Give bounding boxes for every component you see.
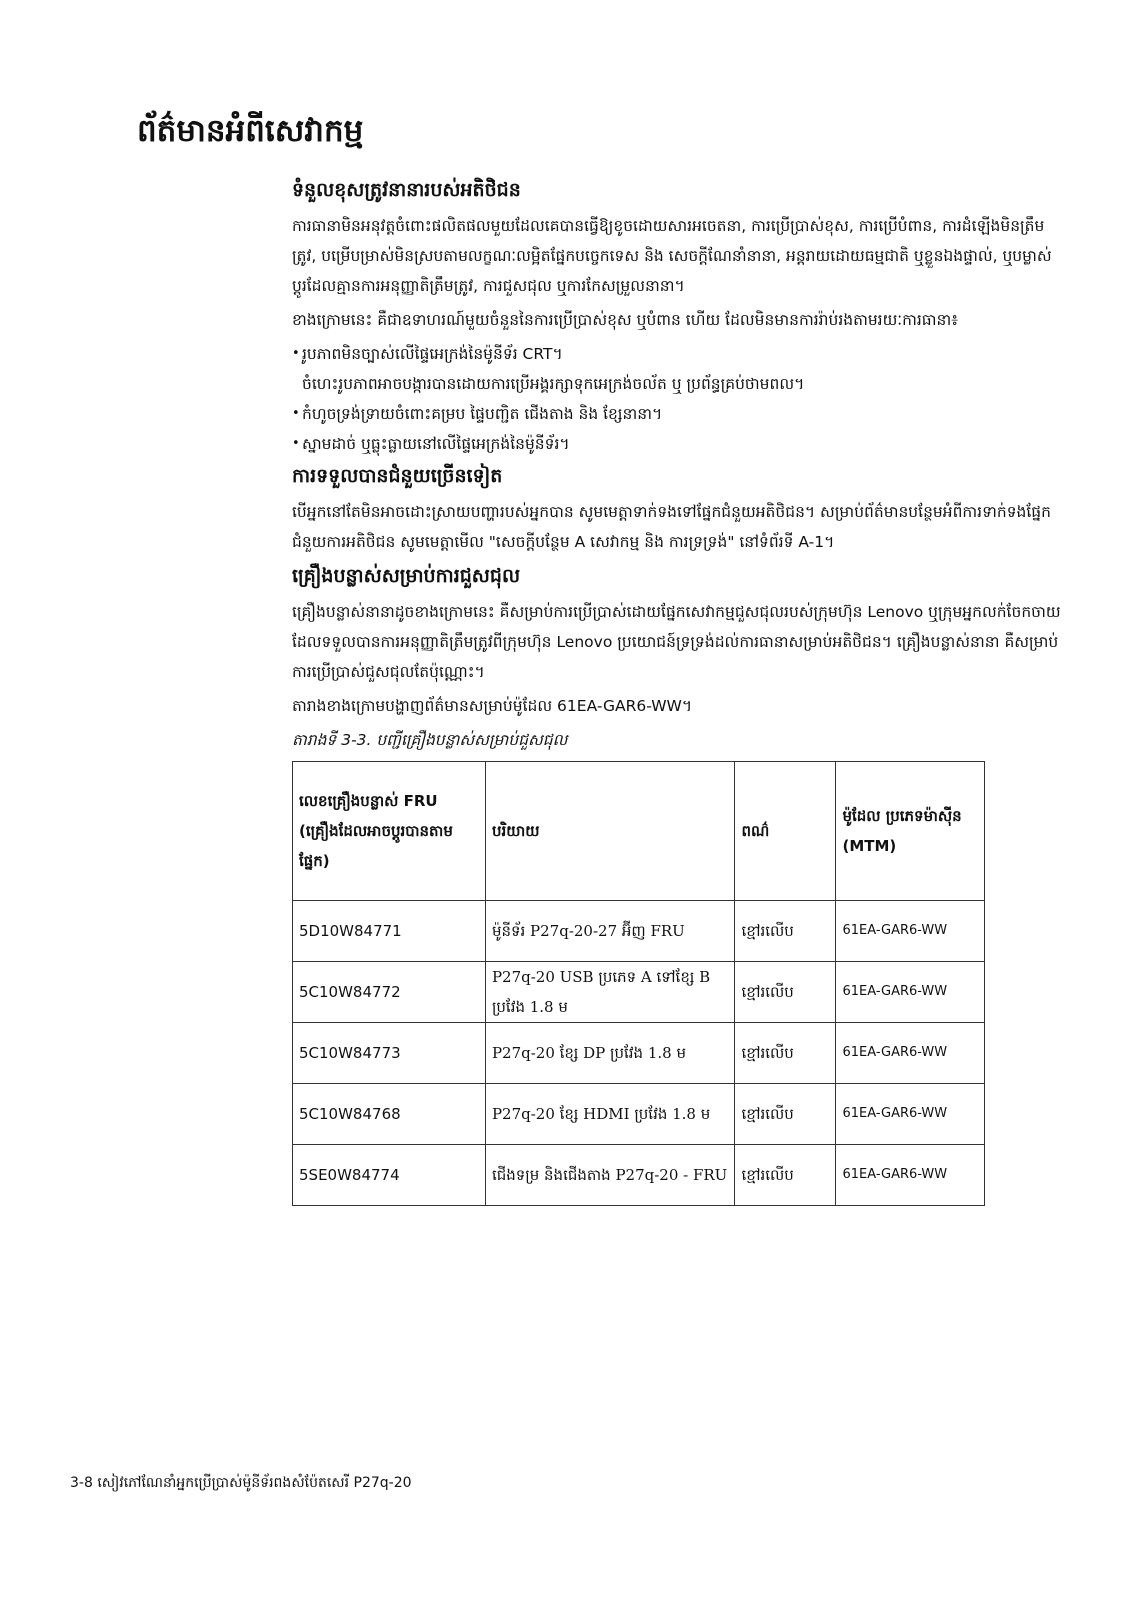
cell-description: P27q-20 ខ្សែ HDMI ប្រវែង 1.8 ម — [485, 1084, 735, 1145]
fru-parts-table — [292, 761, 985, 1206]
cell-description: P27q-20 ខ្សែ DP ប្រវែង 1.8 ម — [485, 1023, 735, 1084]
paragraph-warranty: ការធានាមិនអនុវត្តចំពោះផលិតផលមួយដែលគេបានធ្វើឱ្យខូចដោយសារអចេតនា, ការប្រើប្រាស់ខុស, ការប្រើបំពាន, ការដំឡើងមិនត្រឹមត្រូវ, បម្រើបម្រាស់មិនស្របតាមលក្ខណៈលម្អិតផ្នែកបច្ចេកទេស និង សេចក្តីណែនាំនានា, អន្តរាយដោយធម្មជាតិ ឬខ្លួនឯងផ្ទាល់, ឬបម្លាស់ប្តូរដែលគ្មានការអនុញ្ញាតិត្រឹមត្រូវ, ការជួសជុល ឬការកែសម្រួលនានា។ — [292, 217, 1052, 295]
list-item — [292, 339, 1062, 399]
cell-color: ខ្មៅរលើប — [735, 1023, 836, 1084]
cell-fru: 5C10W84773 — [293, 1023, 486, 1084]
page-title: ព័ត៌មានអំពីសេវាកម្ម — [137, 113, 364, 149]
cell-color: ខ្មៅរលើប — [735, 1084, 836, 1145]
cell-mtm: 61EA-GAR6-WW — [836, 901, 985, 962]
table-row — [293, 901, 985, 962]
table-row — [293, 1023, 985, 1084]
bullet-icon: • — [292, 436, 300, 451]
paragraph-table-intro: តារាងខាងក្រោមបង្ហាញព័ត៌មានសម្រាប់ម៉ូដែល 61EA-GAR6-WW។ — [292, 697, 693, 715]
cell-mtm: 61EA-GAR6-WW — [836, 1145, 985, 1206]
table-caption: តារាងទី 3-3. បញ្ជីគ្រឿងបន្លាស់សម្រាប់ជួសជុល — [292, 731, 568, 749]
cell-description: P27q-20 USB ប្រភេទ A ទៅខ្សែ B ប្រវែង 1.8 ម — [485, 962, 735, 1023]
paragraph-service-parts: គ្រឿងបន្លាស់នានាដូចខាងក្រោមនេះ គឺសម្រាប់ការប្រើប្រាស់ដោយផ្នែកសេវាកម្មជួសជុលរបស់ក្រុមហ៊ុន Lenovo ឬក្រុមអ្នកលក់ចែកចាយដែលទទួលបានការអនុញ្ញាតិត្រឹមត្រូវពីក្រុមហ៊ុន Lenovo ប្រយោជន៍ទ្រទ្រង់ដល់ការធានាសម្រាប់អតិថិជន។ គ្រឿងបន្លាស់នានា គឺសម្រាប់ការប្រើប្រាស់ជួសជុលតែប៉ុណ្ណោះ។ — [292, 603, 1061, 681]
list-item-text: ស្នាមដាច់ ឬធ្លុះធ្លាយនៅលើផ្ទៃអេក្រង់នៃម៉ូនីទ័រ។ — [302, 435, 570, 453]
cell-fru: 5SE0W84774 — [293, 1145, 486, 1206]
list-item — [292, 429, 1062, 459]
bullet-icon: • — [292, 406, 300, 421]
page-footer: 3-8 សៀវភៅណែនាំអ្នកប្រើប្រាស់ម៉ូនីទ័រពងសំប៉ែតសេរី P27q-20 — [70, 1475, 412, 1491]
cell-fru: 5C10W84772 — [293, 962, 486, 1023]
main-content — [292, 175, 1062, 1206]
header-mtm: ម៉ូដែល ប្រភេទម៉ាស៊ីន (MTM) — [836, 762, 985, 901]
cell-mtm: 61EA-GAR6-WW — [836, 1023, 985, 1084]
header-color: ពណ៌ — [735, 762, 836, 901]
header-description: បរិយាយ — [485, 762, 735, 901]
cell-color: ខ្មៅរលើប — [735, 1145, 836, 1206]
section-heading-service-parts: គ្រឿងបន្លាស់សម្រាប់ការជួសជុល — [292, 565, 521, 587]
cell-description: ជើងទម្រ និងជើងតាង P27q-20 - FRU — [485, 1145, 735, 1206]
table-row — [293, 1084, 985, 1145]
cell-mtm: 61EA-GAR6-WW — [836, 1084, 985, 1145]
table-row — [293, 1145, 985, 1206]
list-item — [292, 399, 1062, 429]
section-heading-getting-help: ការទទួលបានជំនួយច្រើនទៀត — [292, 465, 503, 487]
cell-color: ខ្មៅរលើប — [735, 901, 836, 962]
paragraph-misuse-intro: ខាងក្រោមនេះ គឺជាឧទាហរណ៍មួយចំនួននៃការប្រើប្រាស់ខុស ឬបំពាន ហើយ ដែលមិនមានការរ៉ាប់រងតាមរយៈការធានា៖ — [292, 311, 959, 329]
cell-mtm: 61EA-GAR6-WW — [836, 962, 985, 1023]
paragraph-getting-help: បើអ្នកនៅតែមិនអាចដោះស្រាយបញ្ហារបស់អ្នកបាន សូមមេត្តាទាក់ទងទៅផ្នែកជំនួយអតិថិជន។ សម្រាប់ព័ត៌មានបន្ថែមអំពីការទាក់ទងផ្នែកជំនួយការអតិថិជន សូមមេត្តាមើល "សេចក្តីបន្ថែម A សេវាកម្ម និង ការទ្រទ្រង់" នៅទំព័រទី A-1។ — [292, 503, 1051, 551]
cell-fru: 5C10W84768 — [293, 1084, 486, 1145]
list-item-subtext: ចំហេះរូបភាពអាចបង្ការបានដោយការប្រើអង្គរក្សាទុកអេក្រង់ចល័ត ឬ ប្រព័ន្ធគ្រប់ថាមពល។ — [302, 375, 805, 393]
list-item-text: កំហូចទ្រង់ទ្រាយចំពោះគម្រប ផ្ទៃបញ្ជិត ជើងតាង និង ខ្សែនានា។ — [302, 405, 663, 423]
list-item-text: រូបភាពមិនច្បាស់លើផ្ទៃអេក្រង់នៃម៉ូនីទ័រ CRT។ — [302, 345, 563, 363]
cell-description: ម៉ូនីទ័រ P27q-20-27 អ៊ីញ FRU — [485, 901, 735, 962]
cell-color: ខ្មៅរលើប — [735, 962, 836, 1023]
bullet-icon: • — [292, 346, 300, 361]
cell-fru: 5D10W84771 — [293, 901, 486, 962]
misuse-list — [292, 339, 1062, 459]
section-heading-customer-responsibilities: ទំនួលខុសត្រូវនានារបស់អតិថិជន — [292, 179, 521, 201]
header-fru: លេខគ្រឿងបន្លាស់ FRU (គ្រឿងដែលអាចប្តូរបានតាមផ្នែក) — [293, 762, 486, 901]
table-header-row — [293, 762, 985, 901]
table-row — [293, 962, 985, 1023]
